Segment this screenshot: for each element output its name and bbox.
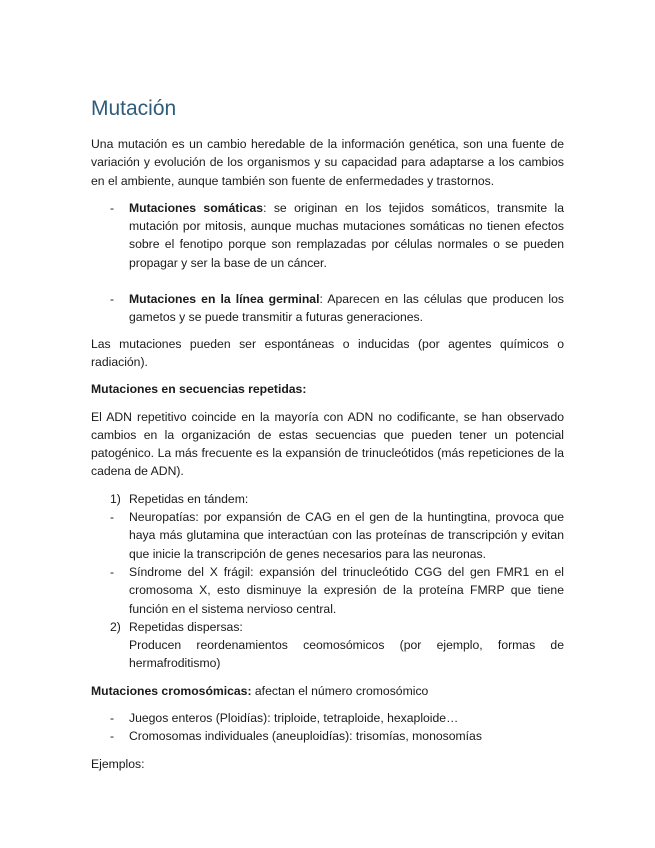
list-item-text: Neuropatías: por expansión de CAG en el gen de la huntingtina, provoca que haya más glutamina que interactúan con las proteínas de transcripción y evitan que inicie la transcripción de genes necesarios para las neuronas. xyxy=(129,510,564,561)
list-item xyxy=(91,290,564,327)
number-marker: 1) xyxy=(110,491,121,506)
section-heading: Mutaciones en secuencias repetidas: xyxy=(91,382,307,397)
list-item-text: Cromosomas individuales (aneuploidías): trisomías, monosomías xyxy=(129,729,482,744)
spontaneous-paragraph: Las mutaciones pueden ser espontáneas o inducidas (por agentes químicos o radiación). xyxy=(91,336,564,369)
term-bold: Mutaciones en la línea germinal xyxy=(129,292,320,307)
list-item-text: Juegos enteros (Ploidías): triploide, tetraploide, hexaploide… xyxy=(129,711,459,726)
term-bold: Mutaciones cromosómicas: xyxy=(91,683,252,698)
term-description: : Aparecen en las células que producen los gametos y se puede transmitir a futuras generaciones. xyxy=(129,292,565,325)
term-description: afectan el número cromosómico xyxy=(251,683,429,698)
numbered-item-label: Repetidas dispersas: xyxy=(129,619,243,634)
number-marker: 2) xyxy=(110,619,121,634)
dash-marker: - xyxy=(110,292,115,307)
list-item xyxy=(91,199,564,272)
dash-marker: - xyxy=(110,200,115,215)
numbered-item xyxy=(91,490,564,508)
repeats-paragraph: El ADN repetitivo coincide en la mayoría con ADN no codificante, se han observado cambios en la organización de estas secuencias que pueden tener un potencial patogénico. La más frecuente es la expansión de trinucleótidos (más repeticiones de la cadena de ADN). xyxy=(91,409,564,479)
dash-marker: - xyxy=(110,729,115,744)
dash-marker: - xyxy=(110,711,115,726)
examples-label: Ejemplos: xyxy=(91,756,145,771)
dash-marker: - xyxy=(110,564,115,579)
chromosomal-list xyxy=(91,709,564,746)
dash-marker: - xyxy=(110,510,115,525)
term-description: : se originan en los tejidos somáticos, transmite la mutación por mitosis, aunque muchas mutaciones somáticas no tienen efectos sobre el fenotipo porque son remplazadas por células normales o se pueden propagar y ser la base de un cáncer. xyxy=(129,200,565,270)
numbered-item-label: Repetidas en tándem: xyxy=(129,491,249,506)
numbered-item-text: Producen reordenamientos ceomosómicos (por ejemplo, formas de hermafroditismo) xyxy=(129,638,564,671)
page-title: Mutación xyxy=(91,97,177,120)
list-item xyxy=(91,563,564,618)
numbered-item xyxy=(91,618,564,673)
intro-paragraph: Una mutación es un cambio heredable de la información genética, son una fuente de variación y evolución de los organismos y su capacidad para adaptarse a los cambios en el ambiente, aunque también son fuente de enfermedades y trastornos. xyxy=(91,137,564,188)
document-page xyxy=(91,96,564,773)
mutation-types-list xyxy=(91,199,564,327)
list-item xyxy=(91,508,564,563)
list-item xyxy=(91,709,564,727)
list-item xyxy=(91,727,564,745)
list-item-text: Síndrome del X frágil: expansión del trinucleótido CGG del gen FMR1 en el cromosoma X, esto disminuye la expresión de la proteína FMRP que tiene función en el sistema nervioso central. xyxy=(129,564,564,616)
term-bold: Mutaciones somáticas xyxy=(129,200,264,215)
chromosomal-paragraph xyxy=(91,682,564,700)
